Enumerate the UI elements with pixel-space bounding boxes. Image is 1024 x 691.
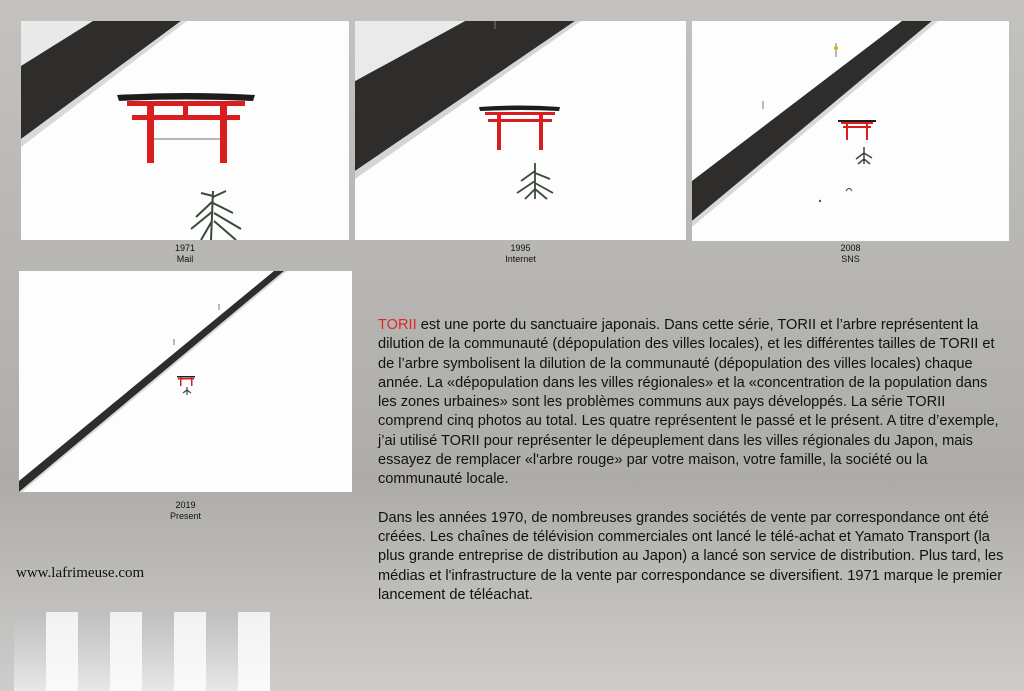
description-text: [378, 316, 1008, 605]
stripe: [14, 612, 46, 691]
caption-year: 1995: [510, 243, 531, 253]
caption-2008: [692, 243, 1009, 265]
torii-scene-1971: [21, 21, 349, 240]
photo-1995: [355, 21, 686, 240]
caption-year: 2019: [175, 500, 196, 510]
torii-scene-1995: [355, 21, 686, 240]
caption-label: Internet: [505, 254, 536, 264]
torii-gate: [117, 93, 255, 163]
caption-1995: [355, 243, 686, 265]
caption-label: Present: [169, 511, 202, 521]
tree: [856, 147, 872, 164]
stripe: [174, 612, 206, 691]
website-link[interactable]: www.lafrimeuse.com: [16, 565, 145, 581]
caption-1971: [21, 243, 349, 265]
torii-scene-2019: [19, 271, 352, 492]
tree: [517, 163, 553, 199]
description-paragraph-2: Dans les années 1970, de nombreuses grandes sociétés de vente par correspondance ont été créées. Les chaînes de télévision commerciales ont lancé le télé-achat et Yamato Transport (la plus grande entreprise de distribution au Japon) a lancé son service de distribution. Plus tard, les médias et l'infrastructure de la vente par correspondance se diversifient. 1971 marque le premier lancement de téléachat.: [378, 509, 1004, 603]
decorative-stripes: [0, 612, 300, 691]
torii-highlight: TORII: [378, 317, 417, 333]
stripe: [238, 612, 270, 691]
paragraph-1-body: est une porte du sanctuaire japonais. Dans cette série, TORII et l’arbre représentent la dilution de la communauté (dépopulation des villes locales), et les différentes tailles de TORII et de l’arbre symbolisent la dilution de la communauté (dépopulation des villes locales) chaque année. La «dépopulation dans les villes régionales» et la «concentration de la population dans les zones urbaines» sont les problèmes communs aux pays développés. La série TORII comprend cinq photos au total. Les quatre représentent le passé et le présent. A titre d’exemple, j’ai utilisé TORII pour représenter le dépeuplement dans les villes régionales du Japon, mais essayez de remplacer «l'arbre rouge» par votre maison, votre famille, la société ou la communauté locale.: [378, 317, 999, 488]
torii-gate: [838, 120, 876, 140]
caption-year: 2008: [840, 243, 861, 253]
photo-2008: [692, 21, 1009, 241]
caption-year: 1971: [174, 243, 196, 253]
tree: [191, 191, 241, 240]
stripe: [46, 612, 78, 691]
stripe: [142, 612, 174, 691]
photo-2019: [19, 271, 352, 492]
caption-label: Mail: [176, 254, 194, 264]
description-paragraph-1: [378, 316, 1008, 490]
stripe: [110, 612, 142, 691]
stripe: [206, 612, 238, 691]
stripe: [78, 612, 110, 691]
torii-scene-2008: [692, 21, 1009, 241]
torii-gate: [177, 376, 195, 386]
torii-gate: [479, 106, 560, 151]
photo-1971: [21, 21, 349, 240]
caption-label: SNS: [841, 254, 860, 264]
caption-2019: [19, 500, 352, 522]
tree: [183, 387, 191, 395]
